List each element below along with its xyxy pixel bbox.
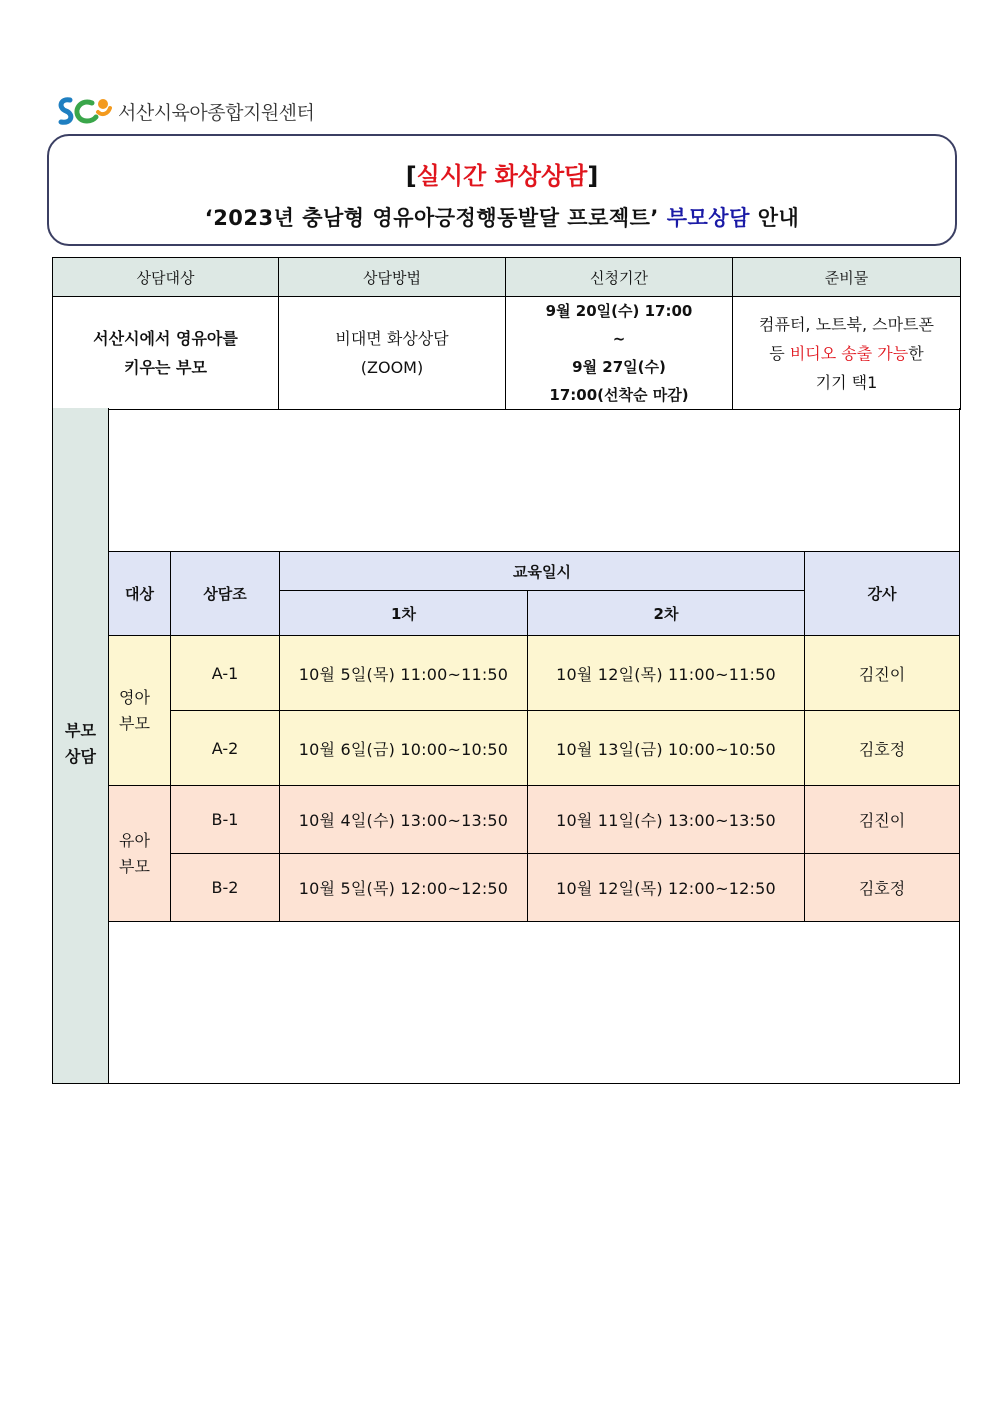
org-name: 서산시육아종합지원센터 bbox=[118, 101, 315, 124]
prep-line-2-highlight: 비디오 송출 가능 bbox=[789, 343, 909, 363]
info-header-period: 신청기간 bbox=[506, 258, 733, 297]
first-session-cell: 10월 6일(금) 10:00~10:50 bbox=[280, 711, 528, 786]
col-first: 1차 bbox=[280, 591, 528, 636]
info-header-target: 상담대상 bbox=[53, 258, 279, 297]
table-row bbox=[109, 711, 960, 786]
second-session-cell: 10월 12일(목) 11:00~11:50 bbox=[528, 636, 805, 711]
period-line-3: 9월 27일(수) bbox=[572, 358, 666, 376]
target-line-1: 서산시에서 영유아를 bbox=[93, 329, 238, 348]
col-group: 상담조 bbox=[171, 552, 280, 636]
org-logo-icon bbox=[56, 94, 114, 128]
info-table bbox=[52, 257, 961, 410]
first-session-cell: 10월 5일(목) 11:00~11:50 bbox=[280, 636, 528, 711]
info-header-method: 상담방법 bbox=[279, 258, 506, 297]
prep-line-3: 기기 택1 bbox=[815, 372, 878, 392]
title-box bbox=[47, 134, 957, 246]
title-line-1 bbox=[49, 156, 955, 191]
section-side-column bbox=[52, 408, 109, 1084]
info-method-cell bbox=[279, 297, 506, 410]
team-cell: A-1 bbox=[171, 636, 280, 711]
first-session-cell: 10월 5일(목) 12:00~12:50 bbox=[280, 854, 528, 922]
instructor-cell: 김진이 bbox=[805, 786, 960, 854]
title-line-2 bbox=[49, 202, 955, 232]
title-bracket-close: ] bbox=[587, 162, 599, 190]
title-line2-highlight: 부모상담 bbox=[666, 206, 750, 230]
info-header-row bbox=[53, 258, 961, 297]
period-line-1: 9월 20일(수) 17:00 bbox=[545, 302, 693, 320]
title-line2-prefix: ‘2023년 충남형 영유아긍정행동발달 프로젝트’ bbox=[204, 206, 667, 230]
title-bracket-open: [ bbox=[405, 162, 417, 190]
table-row bbox=[109, 636, 960, 711]
info-value-row bbox=[53, 297, 961, 410]
section-label-line-2: 상담 bbox=[65, 747, 96, 766]
team-cell: B-2 bbox=[171, 854, 280, 922]
col-datetime: 교육일시 bbox=[280, 552, 805, 591]
org-logo bbox=[56, 94, 314, 128]
info-target-cell bbox=[53, 297, 279, 410]
info-prep-cell bbox=[733, 297, 961, 410]
group-label-line-1: 영아 bbox=[119, 687, 150, 707]
prep-line-2 bbox=[733, 339, 960, 368]
method-line-2: (ZOOM) bbox=[360, 358, 424, 377]
col-target: 대상 bbox=[109, 552, 171, 636]
group-label-toddler bbox=[109, 786, 171, 922]
instructor-cell: 김호정 bbox=[805, 854, 960, 922]
second-session-cell: 10월 12일(목) 12:00~12:50 bbox=[528, 854, 805, 922]
prep-line-1: 컴퓨터, 노트북, 스마트폰 bbox=[759, 314, 934, 334]
instructor-cell: 김진이 bbox=[805, 636, 960, 711]
info-period-cell bbox=[506, 297, 733, 410]
team-cell: A-2 bbox=[171, 711, 280, 786]
prep-line-2-prefix: 등 bbox=[769, 343, 790, 363]
group-label-line-2: 부모 bbox=[119, 856, 150, 876]
group-label-line-2: 부모 bbox=[119, 713, 150, 733]
section-label-line-1: 부모 bbox=[65, 721, 96, 740]
info-header-prep: 준비물 bbox=[733, 258, 961, 297]
table-row bbox=[109, 786, 960, 854]
period-line-4: 17:00(선착순 마감) bbox=[549, 386, 689, 404]
period-line-2: ~ bbox=[612, 330, 626, 348]
col-second: 2차 bbox=[528, 591, 805, 636]
section-label bbox=[53, 718, 108, 770]
schedule-header-row-1 bbox=[109, 552, 960, 591]
table-row bbox=[109, 854, 960, 922]
instructor-cell: 김호정 bbox=[805, 711, 960, 786]
target-line-2: 키우는 부모 bbox=[124, 358, 207, 377]
second-session-cell: 10월 13일(금) 10:00~10:50 bbox=[528, 711, 805, 786]
group-label-line-1: 유아 bbox=[119, 830, 150, 850]
title-highlight: 실시간 화상상담 bbox=[416, 162, 588, 190]
second-session-cell: 10월 11일(수) 13:00~13:50 bbox=[528, 786, 805, 854]
team-cell: B-1 bbox=[171, 786, 280, 854]
first-session-cell: 10월 4일(수) 13:00~13:50 bbox=[280, 786, 528, 854]
title-line2-suffix: 안내 bbox=[749, 206, 800, 230]
schedule-table bbox=[108, 551, 960, 922]
group-label-infant bbox=[109, 636, 171, 786]
prep-line-2-suffix: 한 bbox=[908, 343, 924, 363]
col-instructor: 강사 bbox=[805, 552, 960, 636]
method-line-1: 비대면 화상상담 bbox=[335, 329, 449, 348]
